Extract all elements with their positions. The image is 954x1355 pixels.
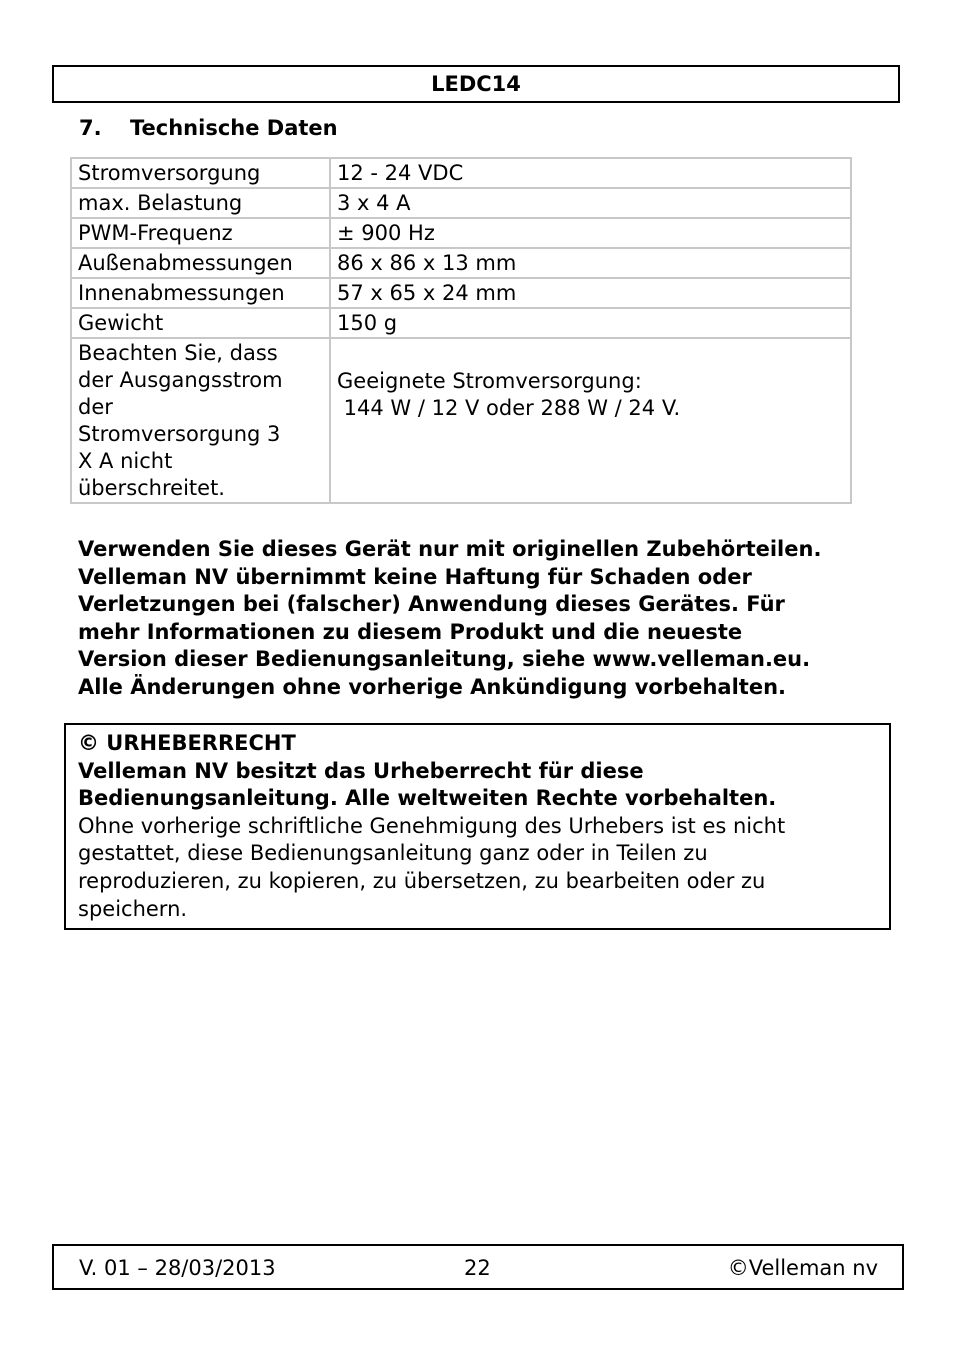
note-value-line1: Geeignete Stromversorgung: [337, 369, 642, 393]
note-value-line2: 144 W / 12 V oder 288 W / 24 V. [337, 396, 681, 420]
spec-label: Innenabmessungen [71, 278, 330, 308]
notice-line: Version dieser Bedienungsanleitung, siehe www.velleman.eu. [78, 647, 811, 672]
document-header [52, 65, 900, 103]
spec-label: Stromversorgung [71, 158, 330, 188]
model-name: LEDC14 [431, 72, 521, 96]
spec-label: PWM-Frequenz [71, 218, 330, 248]
spec-value: ± 900 Hz [330, 218, 851, 248]
spec-value: 12 - 24 VDC [330, 158, 851, 188]
spec-label: Gewicht [71, 308, 330, 338]
section-title: Technische Daten [130, 116, 338, 140]
copyright-box [64, 723, 891, 930]
copyright-line: gestattet, diese Bedienungsanleitung ganz oder in Teilen zu [78, 841, 708, 866]
table-row [71, 248, 851, 278]
copyright-bold-line: Bedienungsanleitung. Alle weltweiten Rechte vorbehalten. [78, 786, 777, 811]
copyright-line: Ohne vorherige schriftliche Genehmigung des Urhebers ist es nicht [78, 813, 786, 838]
table-row [71, 218, 851, 248]
spec-label: max. Belastung [71, 188, 330, 218]
footer-version: V. 01 – 28/03/2013 [79, 1256, 276, 1280]
specs-table [70, 157, 852, 504]
notice-line: Verletzungen bei (falscher) Anwendung dieses Gerätes. Für [78, 592, 785, 617]
notice-line: Verwenden Sie dieses Gerät nur mit originellen Zubehörteilen. [78, 537, 822, 561]
spec-value: 86 x 86 x 13 mm [330, 248, 851, 278]
spec-label: Außenabmessungen [71, 248, 330, 278]
spec-value: 57 x 65 x 24 mm [330, 278, 851, 308]
table-row [71, 158, 851, 188]
notice-line: Alle Änderungen ohne vorherige Ankündigung vorbehalten. [78, 674, 787, 699]
notice-line: mehr Informationen zu diesem Produkt und die neueste [78, 619, 743, 644]
section-heading [79, 116, 338, 140]
page-footer [52, 1244, 904, 1290]
note-value [330, 338, 851, 503]
footer-page-number: 22 [464, 1256, 491, 1280]
copyright-bold-line: Velleman NV besitzt das Urheberrecht für diese [78, 758, 644, 783]
copyright-line: speichern. [78, 896, 188, 921]
table-row [71, 278, 851, 308]
footer-copyright: ©Velleman nv [727, 1256, 878, 1280]
table-row-note [71, 338, 851, 503]
table-row [71, 308, 851, 338]
table-row [71, 188, 851, 218]
spec-value: 3 x 4 A [330, 188, 851, 218]
copyright-heading: © URHEBERRECHT [78, 731, 296, 755]
section-number: 7. [79, 116, 102, 140]
spec-value: 150 g [330, 308, 851, 338]
note-label [71, 338, 330, 503]
notice-line: Velleman NV übernimmt keine Haftung für Schaden oder [78, 564, 752, 589]
copyright-line: reproduzieren, zu kopieren, zu übersetzen, zu bearbeiten oder zu [78, 868, 766, 893]
note-label-text: Beachten Sie, dass der Ausgangsstrom der Stromversorgung 3 X A nicht überschreitet. [78, 341, 283, 500]
usage-notice [78, 536, 898, 702]
